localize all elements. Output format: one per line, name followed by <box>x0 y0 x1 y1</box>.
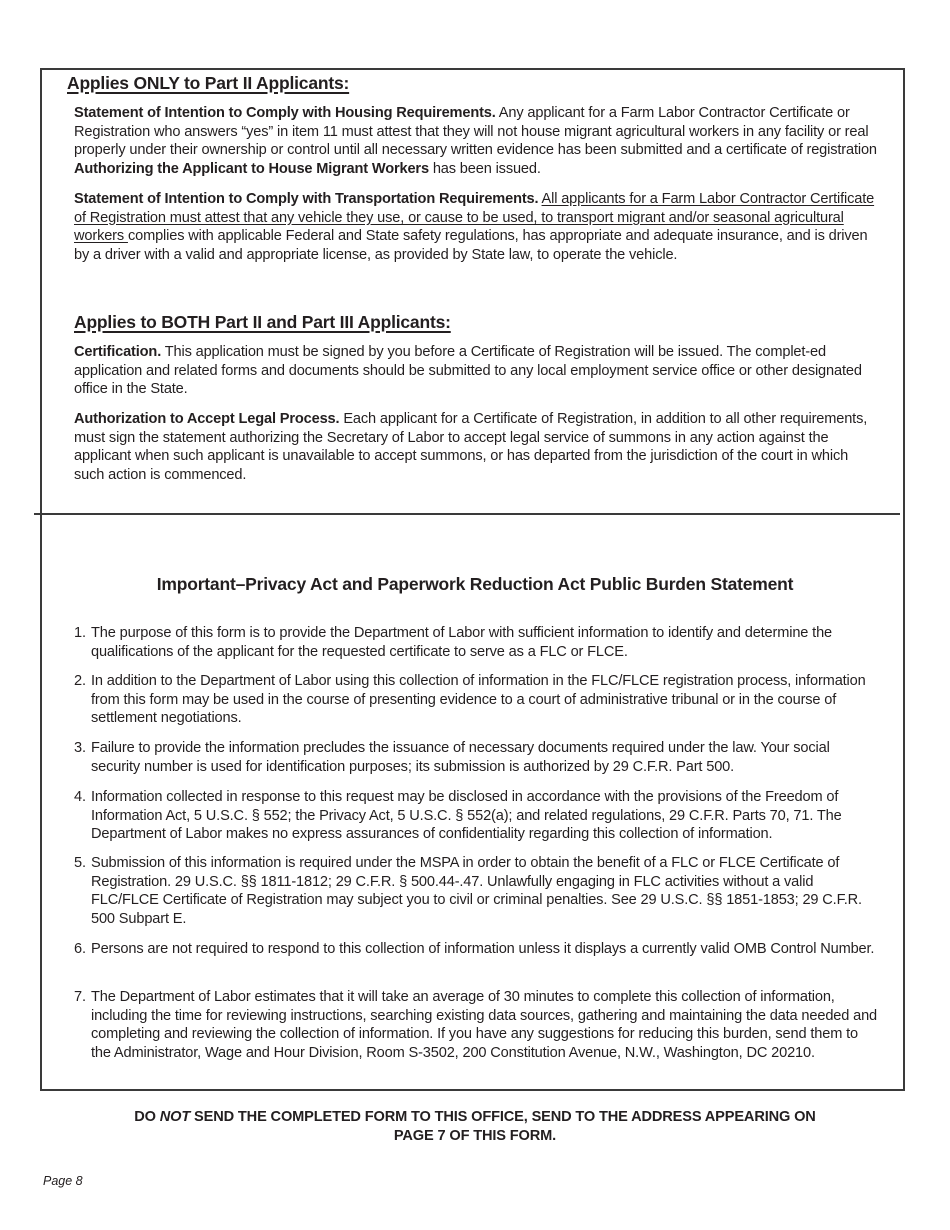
list-number: 6. <box>74 941 86 957</box>
privacy-list-item <box>74 672 879 728</box>
list-number: 2. <box>74 673 86 689</box>
legal-process-paragraph <box>74 410 879 485</box>
housing-statement-end: has been issued. <box>428 161 541 178</box>
housing-statement <box>74 104 879 179</box>
privacy-list-item <box>74 624 879 661</box>
do-not-send-notice <box>0 1108 950 1146</box>
housing-statement-text: Any applicant for a Farm Labor Contractor Certificate or Registration who answers “yes” in item 11 must attest that they will not house migrant agricultural workers in any facility or real properly under their ownership or control until all necessary written evidence has been submitted and a certificate of registration <box>74 105 877 159</box>
transportation-underlined-text: All applicants for a Farm Labor Contractor Certificate of Registration must attest that any vehicle they use, or cause to be used, to transport migrant and/or seasonal agricultural workers <box>74 191 875 245</box>
privacy-list-item <box>74 788 879 844</box>
list-text: Persons are not required to respond to this collection of information unless it displays a currently valid OMB Control Number. <box>91 941 875 957</box>
notice-line-2: PAGE 7 OF THIS FORM. <box>393 1128 557 1144</box>
legal-process-text: Each applicant for a Certificate of Registration, in addition to all other requirements, must sign the statement authorizing the Secretary of Labor to accept legal service of summons in any action against the applicant when such applicant is unavailable to accept summons, or has departed from the jurisdiction of the court in which such action is commenced. <box>74 411 868 484</box>
certification-title: Certification. <box>74 344 162 360</box>
part2-heading: Applies ONLY to Part II Applicants: <box>67 73 350 93</box>
list-number: 4. <box>74 789 86 805</box>
section-divider <box>34 513 900 515</box>
notice-emphasis: NOT <box>159 1109 191 1125</box>
notice-line-1 <box>0 1108 950 1127</box>
notice-line-1-rest: SEND THE COMPLETED FORM TO THIS OFFICE, SEND TO THE ADDRESS APPEARING ON <box>190 1109 816 1125</box>
list-text: The Department of Labor estimates that it will take an average of 30 minutes to complete this collection of information, including the time for reviewing instructions, searching existing data sources, gathering and maintaining the data needed and completing and reviewing the collection of information. If you have any suggestions for reducing this burden, send them to the Administrator, Wage and Hour Division, Room S-3502, 200 Constitution Avenue, N.W., Washington, DC 20210. <box>91 989 878 1062</box>
list-text: Information collected in response to this request may be disclosed in accordance with the provisions of the Freedom of Information Act, 5 U.S.C. § 552; the Privacy Act, 5 U.S.C. § 552(a); and related regulations, 29 C.F.R. Parts 70, 71. The Department of Labor makes no express assurances of confidentiality regarding this collection of information. <box>91 789 842 843</box>
list-number: 5. <box>74 855 86 871</box>
list-text: The purpose of this form is to provide the Department of Labor with sufficient information to identify and determine the qualifications of the applicant for the requested certificate to serve as a FLC or FLCE. <box>91 625 833 660</box>
transportation-statement <box>74 190 879 265</box>
housing-authorization-phrase: Authorizing the Applicant to House Migrant Workers <box>74 161 429 178</box>
certification-paragraph <box>74 343 879 399</box>
page-number: Page 8 <box>43 1174 83 1188</box>
privacy-list-item <box>74 988 879 1063</box>
list-number: 3. <box>74 740 86 756</box>
privacy-list-item <box>74 854 879 929</box>
list-number: 7. <box>74 989 86 1005</box>
list-text: Failure to provide the information precludes the issuance of necessary documents required under the law. Your social security number is used for identification purposes; its submission is authorized by 29 C.F.R. Part 500. <box>91 740 830 775</box>
notice-prefix: DO <box>134 1109 160 1125</box>
transportation-statement-title: Statement of Intention to Comply with Transportation Requirements. <box>74 191 539 207</box>
privacy-list-item <box>74 940 879 959</box>
certification-text: This application must be signed by you before a Certificate of Registration will be issued. The complet-ed application and related forms and documents should be submitted to any local employment service office or other designated office in the State. <box>74 344 862 398</box>
both-parts-heading: Applies to BOTH Part II and Part III Applicants: <box>74 312 451 332</box>
list-text: Submission of this information is required under the MSPA in order to obtain the benefit of a FLC or FLCE Certificate of Registration. 29 U.S.C. §§ 1811-1812; 29 C.F.R. § 500.44-.47. Unlawfully engaging in FLC activities without a valid FLC/FLCE Certificate of Registration may subject you to civil or criminal penalties. See 29 U.S.C. §§ 1851-1853; 29 C.F.R. 500 Subpart E. <box>91 855 862 928</box>
transportation-statement-text: complies with applicable Federal and State safety regulations, has appropriate and adequate insurance, and is driven by a driver with a valid and appropriate license, as provided by State law, to operate the vehicle. <box>74 228 868 264</box>
list-number: 1. <box>74 625 86 641</box>
legal-process-title: Authorization to Accept Legal Process. <box>74 411 340 427</box>
list-text: In addition to the Department of Labor using this collection of information in the FLC/FLCE registration process, information from this form may be used in the course of presenting evidence to a court of administrative tribunal or in the course of settlement negotiations. <box>91 673 866 727</box>
privacy-list-item <box>74 739 879 776</box>
housing-statement-title: Statement of Intention to Comply with Housing Requirements. <box>74 105 496 121</box>
privacy-act-title: Important–Privacy Act and Paperwork Reduction Act Public Burden Statement <box>156 574 794 594</box>
